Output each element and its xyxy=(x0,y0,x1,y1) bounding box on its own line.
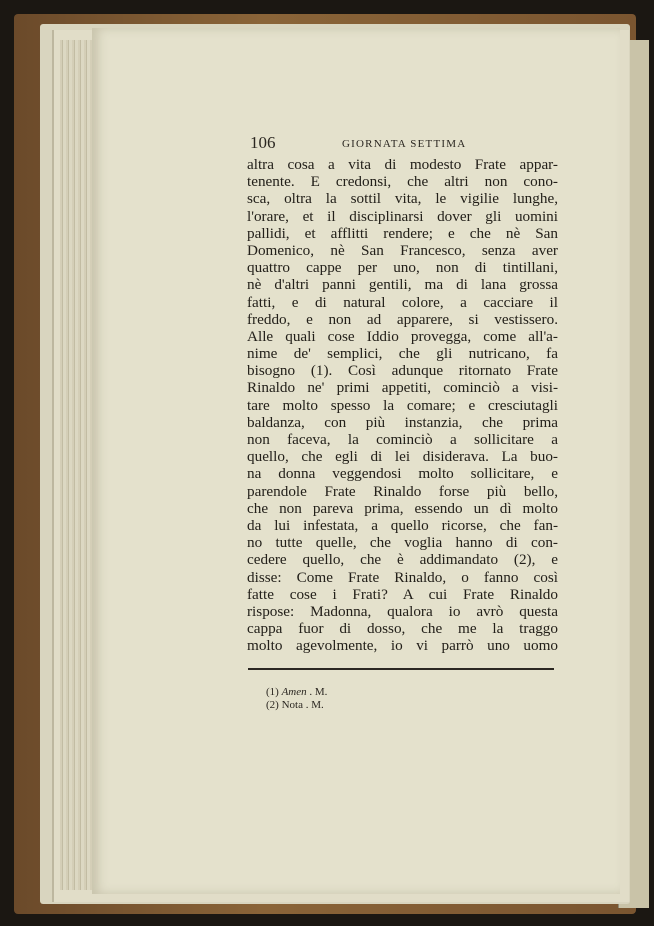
text-line: nime de' semplici, che gli nutricano, fa xyxy=(247,345,558,363)
text-line: quello, che egli di lei disiderava. La buo- xyxy=(247,448,558,466)
text-line: Domenico, nè San Francesco, senza aver xyxy=(247,241,558,259)
text-line: Alle quali cose Iddio provegga, come all'a- xyxy=(247,327,558,345)
text-line: baldanza, con più instanzia, che prima xyxy=(247,413,558,431)
footnote-rule xyxy=(248,668,554,670)
page-header xyxy=(250,135,550,153)
text-line: l'orare, et il disciplinarsi dover gli uomini xyxy=(247,207,558,225)
text-line: cedere quello, che è addimandato (2), e xyxy=(247,551,558,569)
text-line: no tutte quelle, che voglia hanno di con- xyxy=(247,534,558,552)
text-line: na donna veggendosi molto sollicitare, e xyxy=(247,465,558,483)
footnote-mark: (1) xyxy=(266,686,279,698)
text-line: fatti, e di natural colore, a cacciare il xyxy=(247,293,558,311)
text-line: sca, oltra la sottil vita, le vigilie lunghe, xyxy=(247,190,558,208)
text-line: quattro cappe per uno, non di tintillani, xyxy=(247,259,558,277)
page-number: 106 xyxy=(250,133,276,152)
footnote-suffix: . M. xyxy=(305,699,324,711)
footnote xyxy=(266,686,327,699)
text-line: cappa fuor di dosso, che me la traggo xyxy=(247,620,558,638)
text-line: rispose: Madonna, qualora io avrò questa xyxy=(247,602,558,620)
text-line: tare molto spesso la comare; e cresciutagli xyxy=(247,396,558,414)
text-line: altra cosa a vita di modesto Frate appar- xyxy=(247,156,558,173)
text-line: tenente. E credonsi, che altri non cono- xyxy=(247,173,558,191)
text-line: Rinaldo ne' primi appetiti, cominciò a visi- xyxy=(247,379,558,397)
footnotes xyxy=(266,686,327,712)
text-line: non faceva, la cominciò a sollicitare a xyxy=(247,431,558,448)
body-text xyxy=(247,156,558,654)
text-line: parendole Frate Rinaldo forse più bello, xyxy=(247,482,558,500)
footnote-suffix: . M. xyxy=(309,686,328,698)
text-line: freddo, e non ad apparere, si vestissero. xyxy=(247,310,558,328)
text-line: nè d'altri panni gentili, ma di lana grossa xyxy=(247,276,558,294)
text-line: che non pareva prima, essendo un dì molto xyxy=(247,499,558,517)
footnote xyxy=(266,699,327,712)
text-line: pallidi, et afflitti rendere; e che nè San xyxy=(247,224,558,242)
text-line: fatte cose i Frati? A cui Frate Rinaldo xyxy=(247,585,558,603)
text-line: disse: Come Frate Rinaldo, o fanno così xyxy=(247,568,558,586)
running-title: GIORNATA SETTIMA xyxy=(342,138,467,150)
footnote-word: Nota xyxy=(281,699,303,711)
page-edges xyxy=(60,40,96,890)
text-line: da lui infestata, a quello ricorse, che fan- xyxy=(247,516,558,534)
footnote-mark: (2) xyxy=(266,699,279,711)
text-line: bisogno (1). Così adunque ritornato Frate xyxy=(247,362,558,380)
footnote-word: Amen xyxy=(281,686,307,698)
text-line: molto agevolmente, io vi parrò uno uomo xyxy=(247,637,558,655)
